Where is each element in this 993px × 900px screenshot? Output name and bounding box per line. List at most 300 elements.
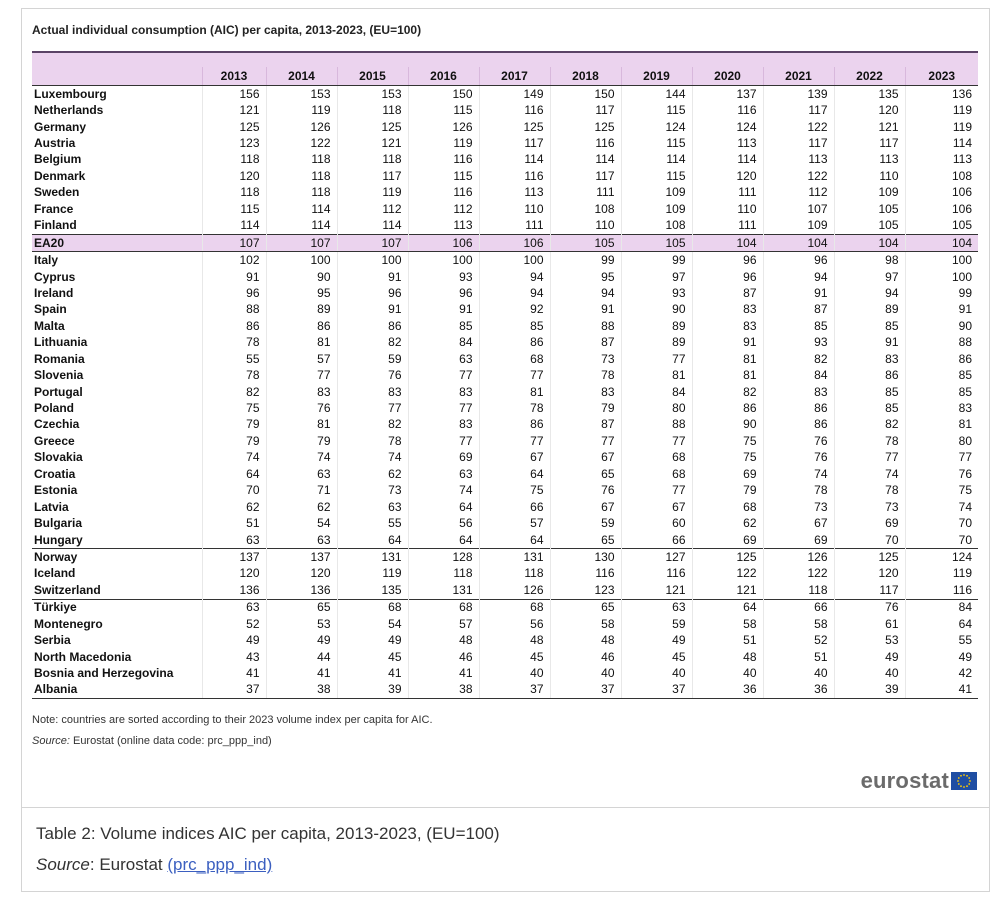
value-cell: 86 xyxy=(905,351,978,367)
value-cell: 74 xyxy=(834,466,905,482)
value-cell: 131 xyxy=(408,582,479,599)
value-cell: 45 xyxy=(621,649,692,665)
country-cell: Ireland xyxy=(34,285,74,300)
value-cell: 124 xyxy=(905,549,978,566)
value-cell: 115 xyxy=(621,135,692,151)
value-cell: 86 xyxy=(479,417,550,433)
value-cell: 59 xyxy=(550,515,621,531)
table-card xyxy=(22,9,989,808)
value-cell: 117 xyxy=(550,102,621,118)
value-cell: 64 xyxy=(479,466,550,482)
value-cell: 78 xyxy=(763,483,834,499)
value-cell: 114 xyxy=(550,152,621,168)
value-cell: 83 xyxy=(550,384,621,400)
value-cell: 121 xyxy=(692,582,763,599)
value-cell: 120 xyxy=(834,102,905,118)
value-cell: 107 xyxy=(763,201,834,217)
value-cell: 86 xyxy=(692,400,763,416)
table-row xyxy=(32,168,978,184)
value-cell: 87 xyxy=(692,285,763,301)
value-cell: 113 xyxy=(834,152,905,168)
value-cell: 94 xyxy=(479,269,550,285)
value-cell: 68 xyxy=(337,599,408,616)
value-cell: 59 xyxy=(621,616,692,632)
value-cell: 45 xyxy=(479,649,550,665)
value-cell: 38 xyxy=(408,682,479,699)
value-cell: 112 xyxy=(408,201,479,217)
value-cell: 119 xyxy=(905,566,978,582)
value-cell: 62 xyxy=(692,515,763,531)
value-cell: 58 xyxy=(692,616,763,632)
table-row xyxy=(32,86,978,103)
table-body xyxy=(32,86,978,699)
caption-source-label: Source xyxy=(36,855,90,874)
value-cell: 113 xyxy=(408,218,479,235)
value-cell: 75 xyxy=(202,400,266,416)
value-cell: 81 xyxy=(266,335,337,351)
logo-text: eurostat xyxy=(860,768,949,793)
value-cell: 85 xyxy=(834,400,905,416)
value-cell: 52 xyxy=(763,632,834,648)
value-cell: 118 xyxy=(479,566,550,582)
table-row xyxy=(32,400,978,416)
figure-frame xyxy=(21,8,990,892)
value-cell: 44 xyxy=(266,649,337,665)
header-spacer-row xyxy=(32,52,978,67)
value-cell: 156 xyxy=(202,86,266,103)
table-row xyxy=(32,599,978,616)
value-cell: 67 xyxy=(479,450,550,466)
value-cell: 53 xyxy=(266,616,337,632)
value-cell: 56 xyxy=(479,616,550,632)
value-cell: 49 xyxy=(905,649,978,665)
value-cell: 149 xyxy=(479,86,550,103)
value-cell: 114 xyxy=(266,201,337,217)
value-cell: 63 xyxy=(408,466,479,482)
table-row xyxy=(32,152,978,168)
value-cell: 46 xyxy=(408,649,479,665)
value-cell: 117 xyxy=(479,135,550,151)
value-cell: 76 xyxy=(763,450,834,466)
country-cell: Portugal xyxy=(34,384,83,399)
value-cell: 117 xyxy=(550,168,621,184)
value-cell: 82 xyxy=(202,384,266,400)
value-cell: 117 xyxy=(763,102,834,118)
table-row xyxy=(32,616,978,632)
value-cell: 90 xyxy=(692,417,763,433)
header-year: 2014 xyxy=(266,67,337,86)
value-cell: 83 xyxy=(905,400,978,416)
table-row xyxy=(32,450,978,466)
caption-source-text: : Eurostat xyxy=(89,855,168,874)
header-year: 2021 xyxy=(763,67,834,86)
value-cell: 49 xyxy=(621,632,692,648)
value-cell: 68 xyxy=(621,450,692,466)
value-cell: 79 xyxy=(266,433,337,449)
value-cell: 69 xyxy=(408,450,479,466)
value-cell: 52 xyxy=(202,616,266,632)
value-cell: 125 xyxy=(337,119,408,135)
value-cell: 106 xyxy=(905,185,978,201)
country-cell: Switzerland xyxy=(34,582,101,597)
value-cell: 68 xyxy=(479,351,550,367)
value-cell: 111 xyxy=(550,185,621,201)
value-cell: 105 xyxy=(905,218,978,235)
value-cell: 105 xyxy=(621,234,692,251)
table-row xyxy=(32,632,978,648)
source-link[interactable]: (prc_ppp_ind) xyxy=(167,855,273,874)
value-cell: 106 xyxy=(408,234,479,251)
value-cell: 113 xyxy=(905,152,978,168)
value-cell: 77 xyxy=(337,400,408,416)
value-cell: 115 xyxy=(408,168,479,184)
value-cell: 82 xyxy=(834,417,905,433)
table-row xyxy=(32,665,978,681)
value-cell: 95 xyxy=(266,285,337,301)
table-row xyxy=(32,682,978,699)
value-cell: 67 xyxy=(621,499,692,515)
value-cell: 77 xyxy=(834,450,905,466)
value-cell: 69 xyxy=(763,532,834,549)
value-cell: 125 xyxy=(479,119,550,135)
country-cell: Poland xyxy=(34,401,75,416)
country-cell: Croatia xyxy=(34,466,76,481)
value-cell: 38 xyxy=(266,682,337,699)
country-cell: Italy xyxy=(34,253,59,268)
value-cell: 94 xyxy=(550,285,621,301)
value-cell: 82 xyxy=(692,384,763,400)
value-cell: 125 xyxy=(834,549,905,566)
header-year: 2019 xyxy=(621,67,692,86)
value-cell: 63 xyxy=(202,599,266,616)
value-cell: 73 xyxy=(337,483,408,499)
value-cell: 40 xyxy=(621,665,692,681)
value-cell: 136 xyxy=(905,86,978,103)
table-row xyxy=(32,119,978,135)
value-cell: 37 xyxy=(202,682,266,699)
value-cell: 125 xyxy=(692,549,763,566)
value-cell: 68 xyxy=(621,466,692,482)
value-cell: 100 xyxy=(337,252,408,269)
value-cell: 87 xyxy=(550,335,621,351)
value-cell: 90 xyxy=(621,302,692,318)
source-label: Source: xyxy=(32,735,70,747)
table-row-highlight xyxy=(32,234,978,251)
value-cell: 90 xyxy=(905,318,978,334)
value-cell: 86 xyxy=(834,367,905,383)
value-cell: 128 xyxy=(408,549,479,566)
value-cell: 86 xyxy=(763,400,834,416)
value-cell: 85 xyxy=(905,367,978,383)
value-cell: 91 xyxy=(337,269,408,285)
table-row xyxy=(32,367,978,383)
table-row xyxy=(32,582,978,599)
header-year: 2022 xyxy=(834,67,905,86)
country-cell: Türkiye xyxy=(32,599,202,616)
value-cell: 79 xyxy=(550,400,621,416)
value-cell: 97 xyxy=(621,269,692,285)
table-row xyxy=(32,499,978,515)
country-cell: Sweden xyxy=(34,185,80,200)
value-cell: 93 xyxy=(763,335,834,351)
value-cell: 75 xyxy=(692,433,763,449)
value-cell: 91 xyxy=(408,302,479,318)
value-cell: 86 xyxy=(202,318,266,334)
value-cell: 105 xyxy=(834,218,905,235)
value-cell: 104 xyxy=(692,234,763,251)
value-cell: 65 xyxy=(550,466,621,482)
value-cell: 94 xyxy=(763,269,834,285)
value-cell: 97 xyxy=(834,269,905,285)
value-cell: 70 xyxy=(905,515,978,531)
value-cell: 48 xyxy=(550,632,621,648)
value-cell: 99 xyxy=(621,252,692,269)
value-cell: 126 xyxy=(266,119,337,135)
value-cell: 106 xyxy=(479,234,550,251)
data-table xyxy=(32,51,978,699)
value-cell: 86 xyxy=(763,417,834,433)
value-cell: 96 xyxy=(337,285,408,301)
value-cell: 94 xyxy=(834,285,905,301)
value-cell: 122 xyxy=(763,566,834,582)
value-cell: 41 xyxy=(337,665,408,681)
table-note: Note: countries are sorted according to their 2023 volume index per capita for AIC. xyxy=(32,714,433,726)
value-cell: 117 xyxy=(834,582,905,599)
value-cell: 37 xyxy=(550,682,621,699)
value-cell: 40 xyxy=(550,665,621,681)
table-row xyxy=(32,269,978,285)
value-cell: 41 xyxy=(266,665,337,681)
value-cell: 131 xyxy=(479,549,550,566)
value-cell: 116 xyxy=(408,152,479,168)
value-cell: 118 xyxy=(337,152,408,168)
value-cell: 109 xyxy=(763,218,834,235)
value-cell: 99 xyxy=(905,285,978,301)
country-cell: Cyprus xyxy=(34,269,76,284)
value-cell: 82 xyxy=(337,417,408,433)
header-year: 2017 xyxy=(479,67,550,86)
value-cell: 91 xyxy=(550,302,621,318)
value-cell: 77 xyxy=(479,433,550,449)
value-cell: 88 xyxy=(621,417,692,433)
value-cell: 87 xyxy=(763,302,834,318)
value-cell: 62 xyxy=(266,499,337,515)
table-row xyxy=(32,515,978,531)
value-cell: 82 xyxy=(763,351,834,367)
value-cell: 64 xyxy=(202,466,266,482)
header-row xyxy=(32,67,978,86)
value-cell: 117 xyxy=(337,168,408,184)
value-cell: 60 xyxy=(621,515,692,531)
value-cell: 40 xyxy=(834,665,905,681)
value-cell: 118 xyxy=(266,152,337,168)
value-cell: 104 xyxy=(763,234,834,251)
value-cell: 63 xyxy=(266,532,337,549)
table-row xyxy=(32,532,978,549)
value-cell: 118 xyxy=(408,566,479,582)
value-cell: 84 xyxy=(408,335,479,351)
country-cell: North Macedonia xyxy=(34,649,132,664)
value-cell: 110 xyxy=(692,201,763,217)
value-cell: 66 xyxy=(479,499,550,515)
value-cell: 119 xyxy=(337,185,408,201)
table-row xyxy=(32,302,978,318)
value-cell: 54 xyxy=(337,616,408,632)
table-row xyxy=(32,649,978,665)
value-cell: 137 xyxy=(692,86,763,103)
value-cell: 123 xyxy=(550,582,621,599)
value-cell: 68 xyxy=(408,599,479,616)
value-cell: 104 xyxy=(905,234,978,251)
source-text: Eurostat (online data code: prc_ppp_ind) xyxy=(69,735,272,747)
value-cell: 49 xyxy=(266,632,337,648)
value-cell: 91 xyxy=(692,335,763,351)
value-cell: 84 xyxy=(905,599,978,616)
value-cell: 70 xyxy=(202,483,266,499)
table-row xyxy=(32,252,978,269)
value-cell: 65 xyxy=(550,599,621,616)
value-cell: 64 xyxy=(337,532,408,549)
table-title: Actual individual consumption (AIC) per capita, 2013-2023, (EU=100) xyxy=(32,23,422,37)
value-cell: 63 xyxy=(202,532,266,549)
value-cell: 96 xyxy=(692,269,763,285)
value-cell: 61 xyxy=(834,616,905,632)
value-cell: 113 xyxy=(479,185,550,201)
value-cell: 136 xyxy=(202,582,266,599)
value-cell: 77 xyxy=(550,433,621,449)
value-cell: 55 xyxy=(905,632,978,648)
value-cell: 77 xyxy=(408,400,479,416)
country-cell: France xyxy=(34,201,74,216)
value-cell: 75 xyxy=(479,483,550,499)
value-cell: 88 xyxy=(905,335,978,351)
country-cell: Latvia xyxy=(34,499,69,514)
value-cell: 109 xyxy=(621,201,692,217)
table-row xyxy=(32,135,978,151)
value-cell: 89 xyxy=(621,335,692,351)
value-cell: 63 xyxy=(408,351,479,367)
value-cell: 122 xyxy=(692,566,763,582)
value-cell: 114 xyxy=(266,218,337,235)
value-cell: 95 xyxy=(550,269,621,285)
value-cell: 83 xyxy=(834,351,905,367)
value-cell: 105 xyxy=(834,201,905,217)
value-cell: 64 xyxy=(692,599,763,616)
value-cell: 75 xyxy=(905,483,978,499)
value-cell: 67 xyxy=(763,515,834,531)
table-row xyxy=(32,335,978,351)
country-cell: Belgium xyxy=(34,152,82,167)
value-cell: 126 xyxy=(408,119,479,135)
value-cell: 89 xyxy=(834,302,905,318)
table-row xyxy=(32,185,978,201)
value-cell: 65 xyxy=(550,532,621,549)
value-cell: 104 xyxy=(834,234,905,251)
value-cell: 76 xyxy=(337,367,408,383)
value-cell: 83 xyxy=(692,318,763,334)
value-cell: 115 xyxy=(621,102,692,118)
country-cell: Bosnia and Herzegovina xyxy=(34,666,174,681)
value-cell: 69 xyxy=(834,515,905,531)
value-cell: 62 xyxy=(337,466,408,482)
value-cell: 118 xyxy=(266,185,337,201)
value-cell: 67 xyxy=(550,499,621,515)
value-cell: 126 xyxy=(763,549,834,566)
value-cell: 120 xyxy=(202,168,266,184)
value-cell: 91 xyxy=(905,302,978,318)
value-cell: 120 xyxy=(202,566,266,582)
table-row xyxy=(32,285,978,301)
value-cell: 124 xyxy=(621,119,692,135)
value-cell: 85 xyxy=(834,384,905,400)
value-cell: 119 xyxy=(905,102,978,118)
value-cell: 116 xyxy=(479,168,550,184)
country-cell: Iceland xyxy=(34,566,76,581)
value-cell: 118 xyxy=(337,102,408,118)
value-cell: 107 xyxy=(202,234,266,251)
value-cell: 37 xyxy=(621,682,692,699)
value-cell: 121 xyxy=(337,135,408,151)
value-cell: 114 xyxy=(337,218,408,235)
value-cell: 137 xyxy=(202,549,266,566)
value-cell: 37 xyxy=(479,682,550,699)
value-cell: 41 xyxy=(408,665,479,681)
value-cell: 144 xyxy=(621,86,692,103)
value-cell: 76 xyxy=(763,433,834,449)
value-cell: 91 xyxy=(337,302,408,318)
value-cell: 136 xyxy=(266,582,337,599)
value-cell: 96 xyxy=(202,285,266,301)
country-cell: Austria xyxy=(34,136,76,151)
value-cell: 85 xyxy=(479,318,550,334)
value-cell: 46 xyxy=(550,649,621,665)
value-cell: 106 xyxy=(905,201,978,217)
value-cell: 57 xyxy=(408,616,479,632)
value-cell: 66 xyxy=(621,532,692,549)
value-cell: 116 xyxy=(621,566,692,582)
value-cell: 51 xyxy=(692,632,763,648)
value-cell: 74 xyxy=(763,466,834,482)
value-cell: 57 xyxy=(479,515,550,531)
value-cell: 88 xyxy=(550,318,621,334)
value-cell: 115 xyxy=(621,168,692,184)
country-cell: Bulgaria xyxy=(34,516,83,531)
value-cell: 76 xyxy=(905,466,978,482)
value-cell: 89 xyxy=(266,302,337,318)
country-cell: Malta xyxy=(34,318,65,333)
country-cell: Germany xyxy=(34,119,87,134)
value-cell: 85 xyxy=(834,318,905,334)
value-cell: 74 xyxy=(202,450,266,466)
value-cell: 122 xyxy=(763,168,834,184)
value-cell: 116 xyxy=(479,102,550,118)
value-cell: 81 xyxy=(479,384,550,400)
country-cell: Slovakia xyxy=(34,450,83,465)
value-cell: 77 xyxy=(266,367,337,383)
value-cell: 66 xyxy=(763,599,834,616)
value-cell: 79 xyxy=(692,483,763,499)
country-cell: Czechia xyxy=(34,417,80,432)
value-cell: 63 xyxy=(337,499,408,515)
country-cell: Hungary xyxy=(34,532,83,547)
value-cell: 78 xyxy=(337,433,408,449)
value-cell: 131 xyxy=(337,549,408,566)
value-cell: 96 xyxy=(763,252,834,269)
value-cell: 117 xyxy=(763,135,834,151)
value-cell: 116 xyxy=(408,185,479,201)
value-cell: 118 xyxy=(763,582,834,599)
value-cell: 114 xyxy=(479,152,550,168)
